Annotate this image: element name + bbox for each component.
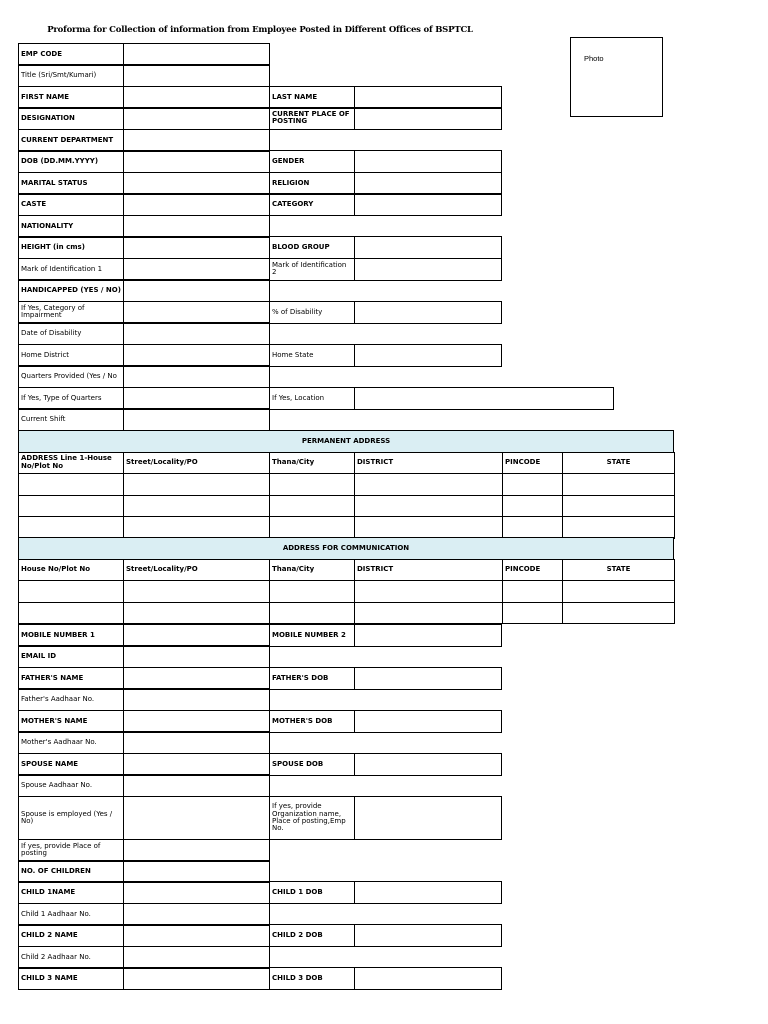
email-field[interactable] — [123, 645, 270, 668]
handicapped-label: HANDICAPPED (YES / NO) — [18, 279, 124, 302]
spouse-employed-field[interactable] — [123, 796, 270, 840]
category-label: CATEGORY — [269, 193, 355, 216]
communication-col-header: STATE — [562, 559, 675, 582]
caste-label: CASTE — [18, 193, 124, 216]
home-district-label: Home District — [18, 344, 124, 367]
spouse-org-field[interactable] — [354, 796, 502, 840]
mobile2-field[interactable] — [354, 624, 502, 647]
communication-col-header: Street/Locality/PO — [123, 559, 270, 582]
child1-dob-field[interactable] — [354, 881, 502, 904]
spouse-place-label: If yes, provide Place of posting — [18, 839, 124, 862]
mark1-field[interactable] — [123, 258, 270, 281]
permanent-col-header: PINCODE — [502, 452, 563, 475]
communication-address-cell[interactable] — [269, 602, 355, 625]
spouse-place-field[interactable] — [123, 839, 270, 862]
permanent-address-cell[interactable] — [123, 495, 270, 518]
mobile2-label: MOBILE NUMBER 2 — [269, 624, 355, 647]
permanent-address-cell[interactable] — [562, 516, 675, 539]
mother-name-field[interactable] — [123, 710, 270, 733]
first-name-label: FIRST NAME — [18, 86, 124, 109]
caste-field[interactable] — [123, 193, 270, 216]
spouse-org-label: If yes, provide Organization name, Place of posting,Emp No. — [269, 796, 355, 840]
child3-dob-label: CHILD 3 DOB — [269, 967, 355, 990]
communication-address-cell[interactable] — [18, 602, 124, 625]
dob-label: DOB (DD.MM.YYYY) — [18, 150, 124, 173]
spouse-name-label: SPOUSE NAME — [18, 753, 124, 776]
impairment-label: If Yes, Category of Impairment — [18, 301, 124, 324]
blood-group-field[interactable] — [354, 236, 502, 259]
permanent-col-header: Street/Locality/PO — [123, 452, 270, 475]
current-shift-label: Current Shift — [18, 408, 124, 431]
child2-dob-field[interactable] — [354, 924, 502, 947]
communication-address-cell[interactable] — [562, 602, 675, 625]
marital-status-label: MARITAL STATUS — [18, 172, 124, 195]
mark1-label: Mark of Identification 1 — [18, 258, 124, 281]
quarters-location-label: If Yes, Location — [269, 387, 355, 410]
current-department-field[interactable] — [123, 129, 270, 152]
spouse-aadhaar-label: Spouse Aadhaar No. — [18, 774, 124, 797]
dob-field[interactable] — [123, 150, 270, 173]
nationality-field[interactable] — [123, 215, 270, 238]
impairment-field[interactable] — [123, 301, 270, 324]
first-name-field[interactable] — [123, 86, 270, 109]
no-children-label: NO. OF CHILDREN — [18, 860, 124, 883]
father-aadhaar-field[interactable] — [123, 688, 270, 711]
child3-name-field[interactable] — [123, 967, 270, 990]
spouse-employed-label: Spouse is employed (Yes / No) — [18, 796, 124, 840]
father-aadhaar-label: Father's Aadhaar No. — [18, 688, 124, 711]
child1-aadhaar-field[interactable] — [123, 903, 270, 926]
permanent-address-cell[interactable] — [18, 516, 124, 539]
mobile1-field[interactable] — [123, 624, 270, 647]
communication-address-cell[interactable] — [123, 580, 270, 603]
quarters-type-label: If Yes, Type of Quarters — [18, 387, 124, 410]
communication-col-header: DISTRICT — [354, 559, 503, 582]
nationality-label: NATIONALITY — [18, 215, 124, 238]
communication-address-header: ADDRESS FOR COMMUNICATION — [18, 537, 674, 560]
permanent-address-cell[interactable] — [502, 495, 563, 518]
disability-date-label: Date of Disability — [18, 322, 124, 345]
child2-name-field[interactable] — [123, 924, 270, 947]
father-dob-label: FATHER'S DOB — [269, 667, 355, 690]
category-field[interactable] — [354, 193, 502, 216]
title-sri-field[interactable] — [123, 64, 270, 87]
child2-aadhaar-label: Child 2 Aadhaar No. — [18, 946, 124, 969]
spouse-name-field[interactable] — [123, 753, 270, 776]
disability-date-field[interactable] — [123, 322, 270, 345]
mother-dob-label: MOTHER'S DOB — [269, 710, 355, 733]
quarters-location-field[interactable] — [354, 387, 614, 410]
communication-address-cell[interactable] — [354, 602, 503, 625]
form-title: Proforma for Collection of information from Employee Posted in Different Offices of BSPTCL — [47, 25, 473, 35]
handicapped-field[interactable] — [123, 279, 270, 302]
designation-label: DESIGNATION — [18, 107, 124, 130]
religion-label: RELIGION — [269, 172, 355, 195]
communication-address-cell[interactable] — [562, 580, 675, 603]
permanent-address-cell[interactable] — [18, 473, 124, 496]
permanent-col-header: ADDRESS Line 1-House No/Plot No — [18, 452, 124, 475]
communication-col-header: Thana/City — [269, 559, 355, 582]
permanent-address-cell[interactable] — [354, 473, 503, 496]
marital-status-field[interactable] — [123, 172, 270, 195]
permanent-address-cell[interactable] — [123, 473, 270, 496]
child1-name-field[interactable] — [123, 881, 270, 904]
current-department-label: CURRENT DEPARTMENT — [18, 129, 124, 152]
designation-field[interactable] — [123, 107, 270, 130]
mother-dob-field[interactable] — [354, 710, 502, 733]
emp-code-field[interactable] — [123, 43, 270, 66]
disability-pct-label: % of Disability — [269, 301, 355, 324]
communication-address-cell[interactable] — [502, 602, 563, 625]
communication-col-header: House No/Plot No — [18, 559, 124, 582]
mother-aadhaar-label: Mother's Aadhaar No. — [18, 731, 124, 754]
permanent-address-header: PERMANENT ADDRESS — [18, 430, 674, 453]
permanent-address-cell[interactable] — [123, 516, 270, 539]
permanent-address-cell[interactable] — [354, 495, 503, 518]
permanent-address-cell[interactable] — [562, 495, 675, 518]
current-shift-field[interactable] — [123, 408, 270, 431]
mobile1-label: MOBILE NUMBER 1 — [18, 624, 124, 647]
child2-name-label: CHILD 2 NAME — [18, 924, 124, 947]
title-sri-label: Title (Sri/Smt/Kumari) — [18, 64, 124, 87]
child2-dob-label: CHILD 2 DOB — [269, 924, 355, 947]
permanent-col-header: STATE — [562, 452, 675, 475]
quarters-type-field[interactable] — [123, 387, 270, 410]
current-place-label: CURRENT PLACE OF POSTING — [269, 107, 355, 130]
mother-name-label: MOTHER'S NAME — [18, 710, 124, 733]
child1-aadhaar-label: Child 1 Aadhaar No. — [18, 903, 124, 926]
quarters-field[interactable] — [123, 365, 270, 388]
email-label: EMAIL ID — [18, 645, 124, 668]
permanent-address-cell[interactable] — [562, 473, 675, 496]
last-name-field[interactable] — [354, 86, 502, 109]
permanent-col-header: DISTRICT — [354, 452, 503, 475]
permanent-address-cell[interactable] — [269, 495, 355, 518]
current-place-field[interactable] — [354, 107, 502, 130]
permanent-address-cell[interactable] — [502, 473, 563, 496]
permanent-address-cell[interactable] — [269, 516, 355, 539]
last-name-label: LAST NAME — [269, 86, 355, 109]
height-field[interactable] — [123, 236, 270, 259]
permanent-address-cell[interactable] — [502, 516, 563, 539]
child2-aadhaar-field[interactable] — [123, 946, 270, 969]
no-children-field[interactable] — [123, 860, 270, 883]
quarters-label: Quarters Provided (Yes / No — [18, 365, 124, 388]
home-state-label: Home State — [269, 344, 355, 367]
gender-label: GENDER — [269, 150, 355, 173]
mother-aadhaar-field[interactable] — [123, 731, 270, 754]
spouse-dob-field[interactable] — [354, 753, 502, 776]
communication-address-cell[interactable] — [269, 580, 355, 603]
permanent-address-cell[interactable] — [354, 516, 503, 539]
communication-address-cell[interactable] — [502, 580, 563, 603]
communication-col-header: PINCODE — [502, 559, 563, 582]
communication-address-cell[interactable] — [123, 602, 270, 625]
permanent-address-cell[interactable] — [269, 473, 355, 496]
home-state-field[interactable] — [354, 344, 502, 367]
mark2-field[interactable] — [354, 258, 502, 281]
religion-field[interactable] — [354, 172, 502, 195]
gender-field[interactable] — [354, 150, 502, 173]
permanent-col-header: Thana/City — [269, 452, 355, 475]
blood-group-label: BLOOD GROUP — [269, 236, 355, 259]
child1-dob-label: CHILD 1 DOB — [269, 881, 355, 904]
father-name-field[interactable] — [123, 667, 270, 690]
father-name-label: FATHER'S NAME — [18, 667, 124, 690]
communication-address-cell[interactable] — [354, 580, 503, 603]
home-district-field[interactable] — [123, 344, 270, 367]
emp-code-label: EMP CODE — [18, 43, 124, 66]
disability-pct-field[interactable] — [354, 301, 502, 324]
mark2-label: Mark of Identification 2 — [269, 258, 355, 281]
communication-address-cell[interactable] — [18, 580, 124, 603]
spouse-dob-label: SPOUSE DOB — [269, 753, 355, 776]
child3-dob-field[interactable] — [354, 967, 502, 990]
photo-label: Photo — [584, 54, 604, 63]
permanent-address-cell[interactable] — [18, 495, 124, 518]
father-dob-field[interactable] — [354, 667, 502, 690]
child3-name-label: CHILD 3 NAME — [18, 967, 124, 990]
height-label: HEIGHT (in cms) — [18, 236, 124, 259]
child1-name-label: CHILD 1NAME — [18, 881, 124, 904]
spouse-aadhaar-field[interactable] — [123, 774, 270, 797]
